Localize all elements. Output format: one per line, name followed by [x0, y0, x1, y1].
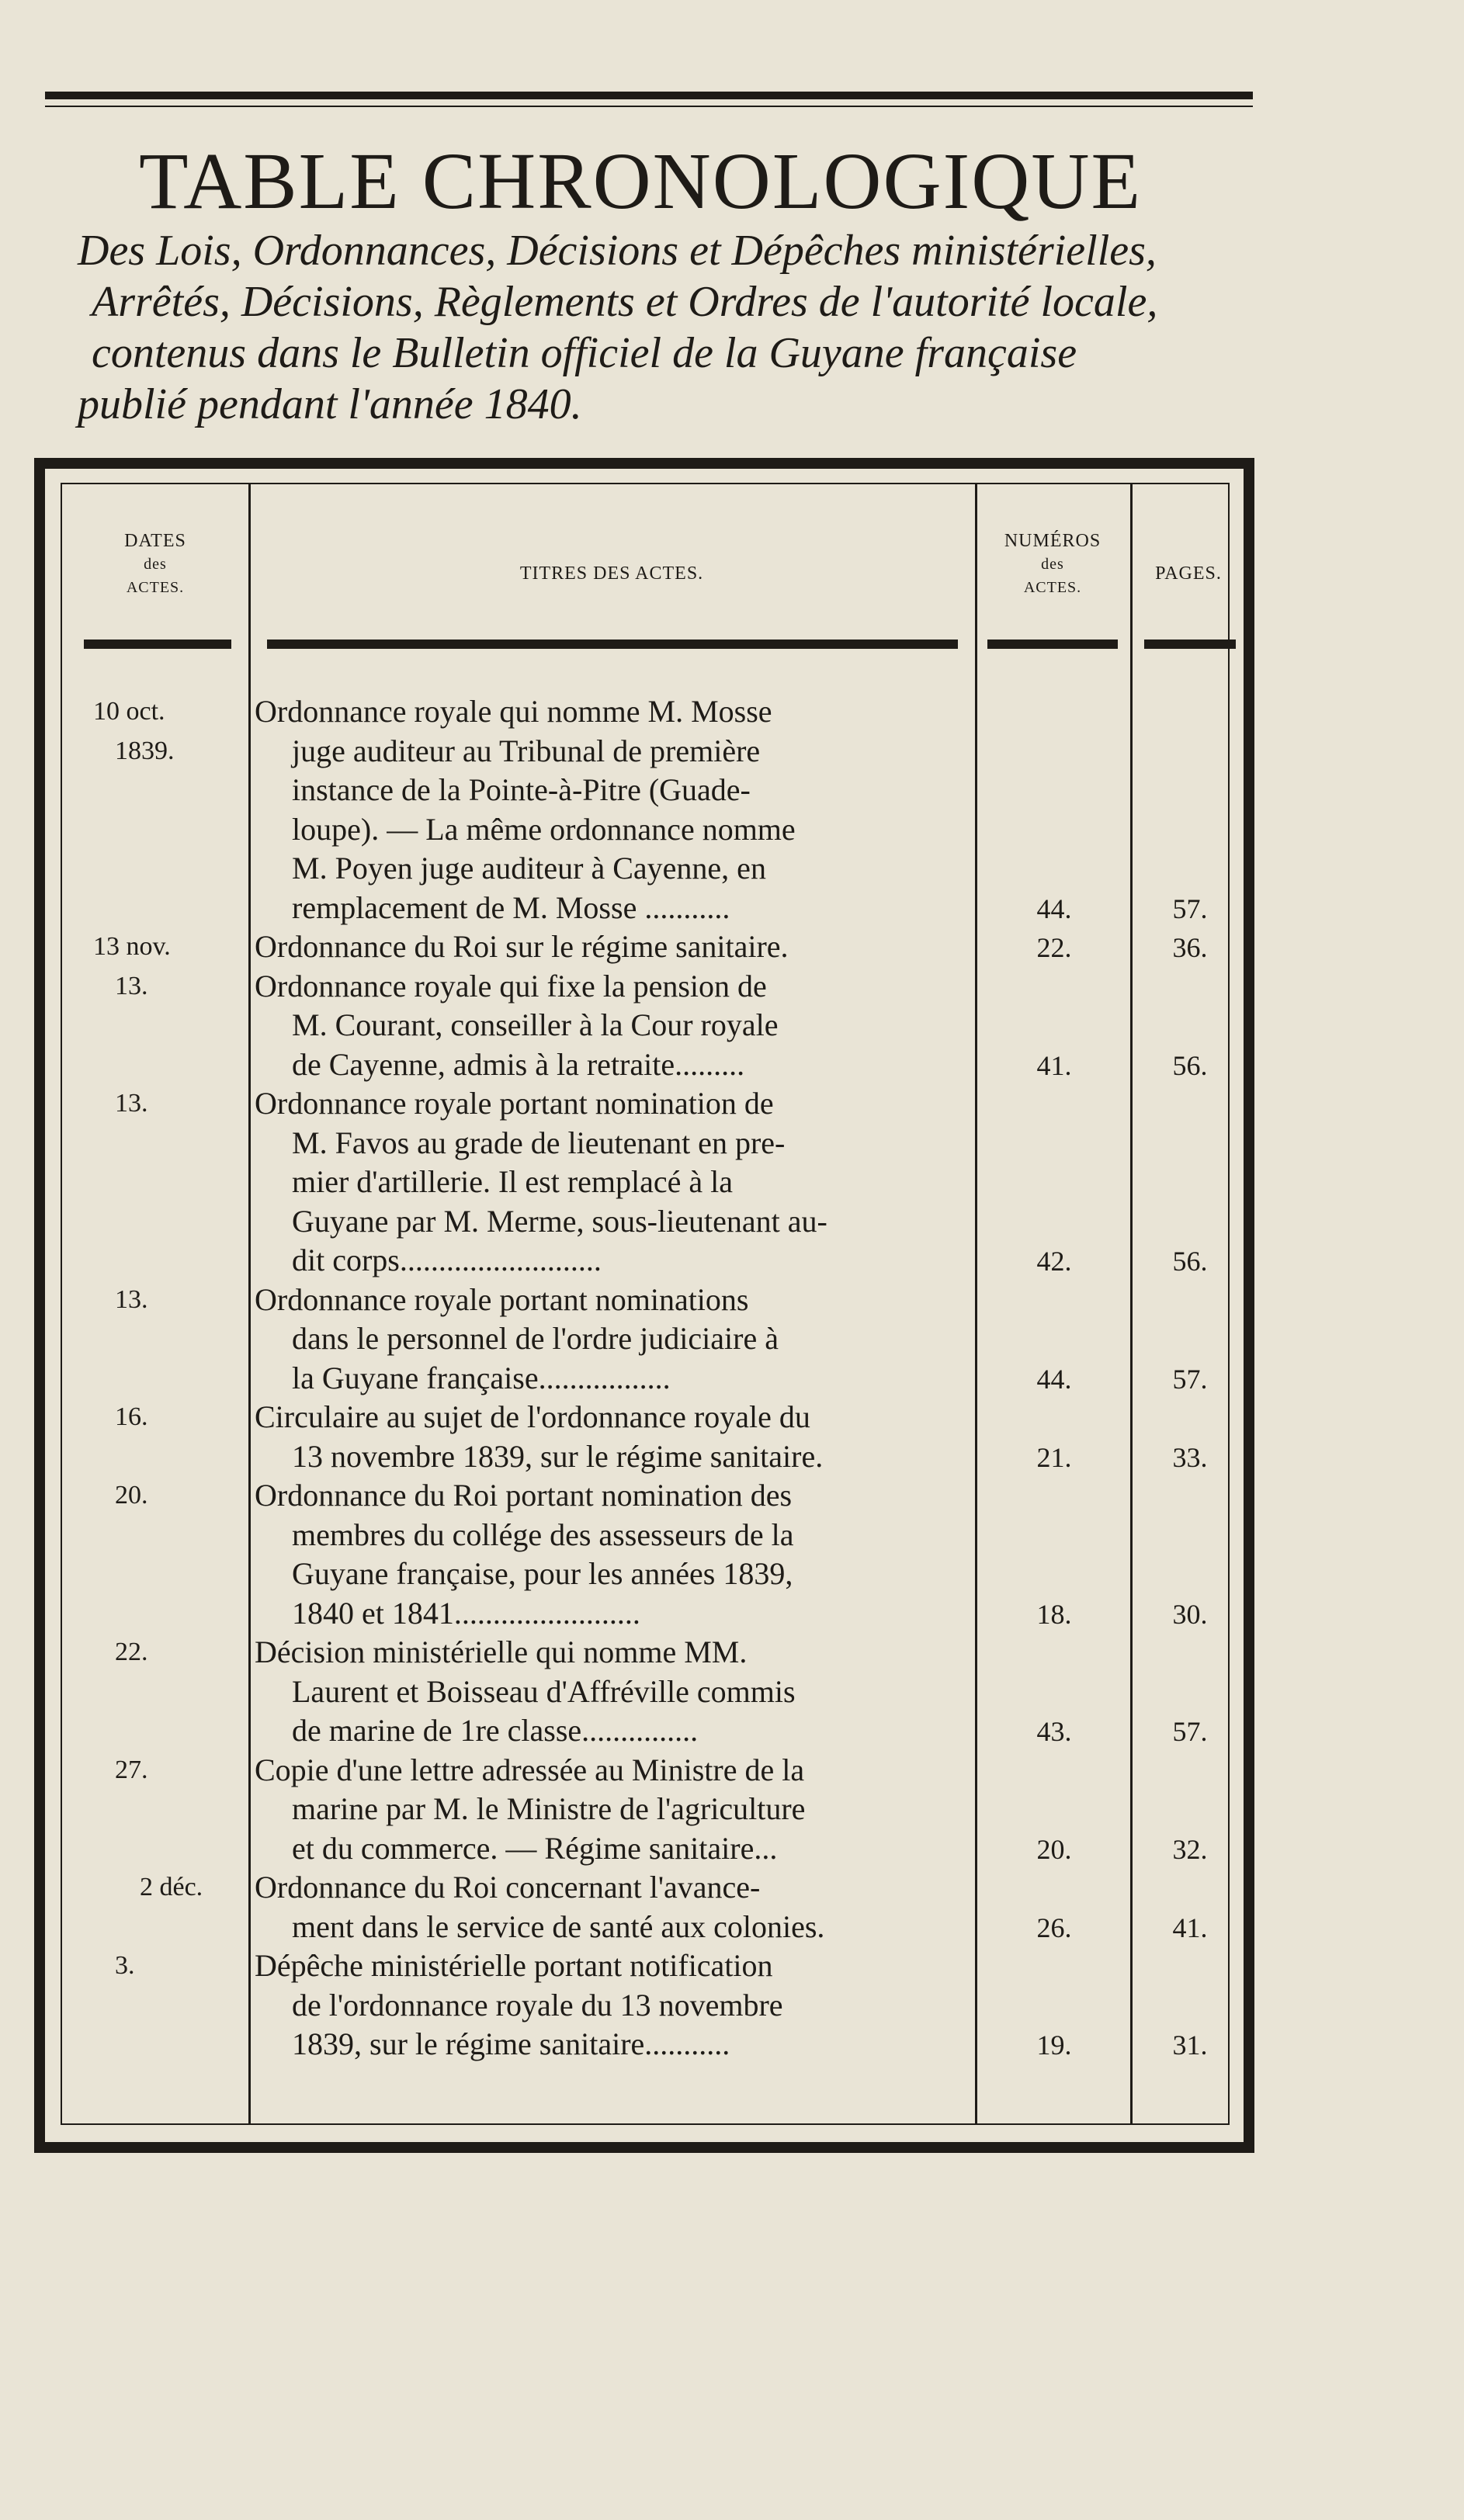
entry-page: 41. — [1172, 1912, 1208, 1943]
entry-date-line: 3. — [115, 1951, 135, 1980]
entry-title-line: M. Favos au grade de lieutenant en pre- — [292, 1125, 786, 1160]
entry-title-line: Ordonnance royale portant nominations — [255, 1281, 749, 1317]
entry-title-line: Ordonnance royale portant nomination de — [255, 1086, 774, 1121]
entry-title-line: 13 novembre 1839, sur le régime sanitaire. — [292, 1438, 824, 1474]
entry-title-line: 1840 et 1841........................ — [292, 1595, 640, 1631]
entry-title — [255, 1946, 977, 2064]
entry-title — [255, 1084, 977, 1281]
entry-title — [255, 1868, 977, 1946]
entry-date — [62, 1398, 248, 1437]
entry-title-line: loupe). — La même ordonnance nomme — [292, 811, 796, 847]
entry-title — [255, 692, 977, 927]
header-dates-line: des — [144, 556, 167, 573]
table-frame — [34, 458, 1254, 2153]
subtitle — [78, 225, 1258, 430]
header-rule — [267, 640, 958, 649]
page-title: TABLE CHRONOLOGIQUE — [139, 137, 1142, 226]
entry-number: 26. — [1036, 1912, 1072, 1943]
header-dates — [62, 529, 248, 599]
entry-title — [255, 1398, 977, 1476]
entry-page: 56. — [1172, 1246, 1208, 1277]
entry-title-line: membres du collége des assesseurs de la — [292, 1517, 794, 1552]
entry-title — [255, 1633, 977, 1751]
header-titres: TITRES DES ACTES. — [519, 563, 704, 584]
table-row — [62, 927, 1228, 967]
entry-title-line: et du commerce. — Régime sanitaire... — [292, 1830, 778, 1866]
entry-title-line: de marine de 1re classe............... — [292, 1713, 699, 1748]
entry-number: 18. — [1036, 1598, 1072, 1630]
table-row — [62, 1633, 1228, 1751]
entry-title-line: Ordonnance royale qui nomme M. Mosse — [255, 694, 772, 729]
header-numeros-line: NUMÉROS — [1004, 531, 1101, 551]
entry-number: 43. — [1036, 1716, 1072, 1747]
entry-date-line: 20. — [115, 1481, 148, 1510]
table-row — [62, 1868, 1228, 1946]
table-inner — [61, 483, 1230, 2125]
entry-page: 31. — [1172, 2030, 1208, 2061]
subtitle-line: contenus dans le Bulletin officiel de la Guyane française — [92, 329, 1077, 377]
entry-title-line: M. Poyen juge auditeur à Cayenne, en — [292, 851, 766, 886]
entry-title — [255, 927, 977, 967]
entry-date-line: 22. — [115, 1638, 148, 1666]
entry-page: 33. — [1172, 1441, 1208, 1473]
entry-title-line: Dépêche ministérielle portant notification — [255, 1948, 773, 1983]
entry-title-line: mier d'artillerie. Il est remplacé à la — [292, 1164, 734, 1199]
entry-page: 57. — [1172, 1363, 1208, 1395]
subtitle-line: Arrêtés, Décisions, Règlements et Ordres de l'autorité locale, — [92, 278, 1158, 326]
entry-number: 21. — [1036, 1441, 1072, 1473]
entry-title-line: ment dans le service de santé aux colonies. — [292, 1908, 825, 1944]
header-dates-line: ACTES. — [126, 579, 185, 596]
subtitle-line: publié pendant l'année 1840. — [78, 380, 582, 428]
entry-date-line: 27. — [115, 1755, 148, 1784]
entry-date — [62, 1751, 248, 1790]
entry-date-line: 13. — [115, 1089, 148, 1118]
table-row — [62, 1476, 1228, 1633]
entry-date — [62, 1633, 248, 1672]
entry-title-line: M. Courant, conseiller à la Cour royale — [292, 1007, 779, 1042]
entry-date-line: 13. — [115, 1284, 148, 1314]
entry-title-line: de l'ordonnance royale du 13 novembre — [292, 1987, 783, 2023]
header-numeros-line: des — [1041, 556, 1064, 573]
entry-number: 44. — [1036, 893, 1072, 924]
entry-date — [62, 1946, 248, 1986]
header-rule — [1144, 640, 1236, 649]
entry-title-line: dans le personnel de l'ordre judiciaire à — [292, 1321, 779, 1356]
entry-title-line: Ordonnance du Roi portant nomination des — [255, 1478, 793, 1513]
table-row — [62, 1084, 1228, 1281]
table-row — [62, 967, 1228, 1085]
entry-title-line: Ordonnance du Roi sur le régime sanitaire. — [255, 929, 789, 964]
entry-date-line: 10 oct. — [93, 697, 165, 726]
entry-title-line: Guyane par M. Merme, sous-lieutenant au- — [292, 1203, 827, 1239]
entry-date — [62, 1084, 248, 1124]
entry-title — [255, 1281, 977, 1399]
entry-page: 30. — [1172, 1598, 1208, 1630]
entry-title-line: Copie d'une lettre adressée au Ministre de la — [255, 1752, 805, 1787]
header-pages: PAGES. — [1155, 563, 1222, 584]
subtitle-line: Des Lois, Ordonnances, Décisions et Dépêches ministérielles, — [78, 227, 1157, 275]
entry-page: 57. — [1172, 893, 1208, 924]
entry-title-line: la Guyane française................. — [292, 1360, 671, 1395]
entry-title — [255, 1476, 977, 1633]
header-numeros — [975, 529, 1130, 599]
entry-number: 20. — [1036, 1833, 1072, 1865]
entry-title-line: instance de la Pointe-à-Pitre (Guade- — [292, 772, 751, 807]
entry-title-line: Ordonnance royale qui fixe la pension de — [255, 968, 767, 1003]
table-row — [62, 1398, 1228, 1476]
entry-title-line: remplacement de M. Mosse ........... — [292, 889, 730, 925]
table-row — [62, 692, 1228, 927]
entry-number: 41. — [1036, 1049, 1072, 1081]
entry-number: 44. — [1036, 1363, 1072, 1395]
entry-date — [62, 692, 248, 771]
entry-title-line: Ordonnance du Roi concernant l'avance- — [255, 1870, 761, 1905]
entry-title-line: de Cayenne, admis à la retraite......... — [292, 1046, 745, 1082]
header-numeros-line: ACTES. — [1023, 579, 1082, 596]
table-row — [62, 1281, 1228, 1399]
entry-date — [62, 927, 248, 967]
entry-date — [62, 1281, 248, 1320]
entry-title-line: Guyane française, pour les années 1839, — [292, 1556, 793, 1591]
entry-page: 32. — [1172, 1833, 1208, 1865]
entry-title-line: marine par M. le Ministre de l'agriculture — [292, 1791, 806, 1826]
entry-date — [62, 1868, 248, 1908]
entry-number: 19. — [1036, 2030, 1072, 2061]
entry-date-line: 13 nov. — [93, 932, 171, 961]
entry-title — [255, 1751, 977, 1869]
entry-title-line: juge auditeur au Tribunal de première — [292, 733, 761, 768]
entry-number: 22. — [1036, 932, 1072, 963]
entry-title-line: 1839, sur le régime sanitaire........... — [292, 2026, 730, 2061]
header-dates-line: DATES — [124, 531, 186, 551]
table-row — [62, 1751, 1228, 1869]
entry-date — [62, 1476, 248, 1516]
header-rule — [987, 640, 1118, 649]
entry-date — [62, 967, 248, 1007]
table-row — [62, 1946, 1228, 2064]
entry-date-line: 16. — [115, 1402, 148, 1431]
entry-date-line: 2 déc. — [140, 1873, 203, 1901]
entry-number: 42. — [1036, 1246, 1072, 1277]
entry-page: 57. — [1172, 1716, 1208, 1747]
entry-title-line: dit corps.......................... — [292, 1243, 602, 1277]
entry-title-line: Circulaire au sujet de l'ordonnance royale du — [255, 1399, 810, 1434]
entry-title-line: Laurent et Boisseau d'Affréville commis — [292, 1673, 796, 1709]
entry-title — [255, 967, 977, 1085]
entry-date-line: 1839. — [115, 736, 175, 765]
top-rule — [45, 92, 1253, 99]
entry-page: 56. — [1172, 1049, 1208, 1081]
entry-page: 36. — [1172, 932, 1208, 963]
entry-title-line: Décision ministérielle qui nomme MM. — [255, 1634, 748, 1669]
top-rule-thin — [45, 106, 1253, 107]
header-rule — [84, 640, 231, 649]
entry-date-line: 13. — [115, 971, 148, 1000]
